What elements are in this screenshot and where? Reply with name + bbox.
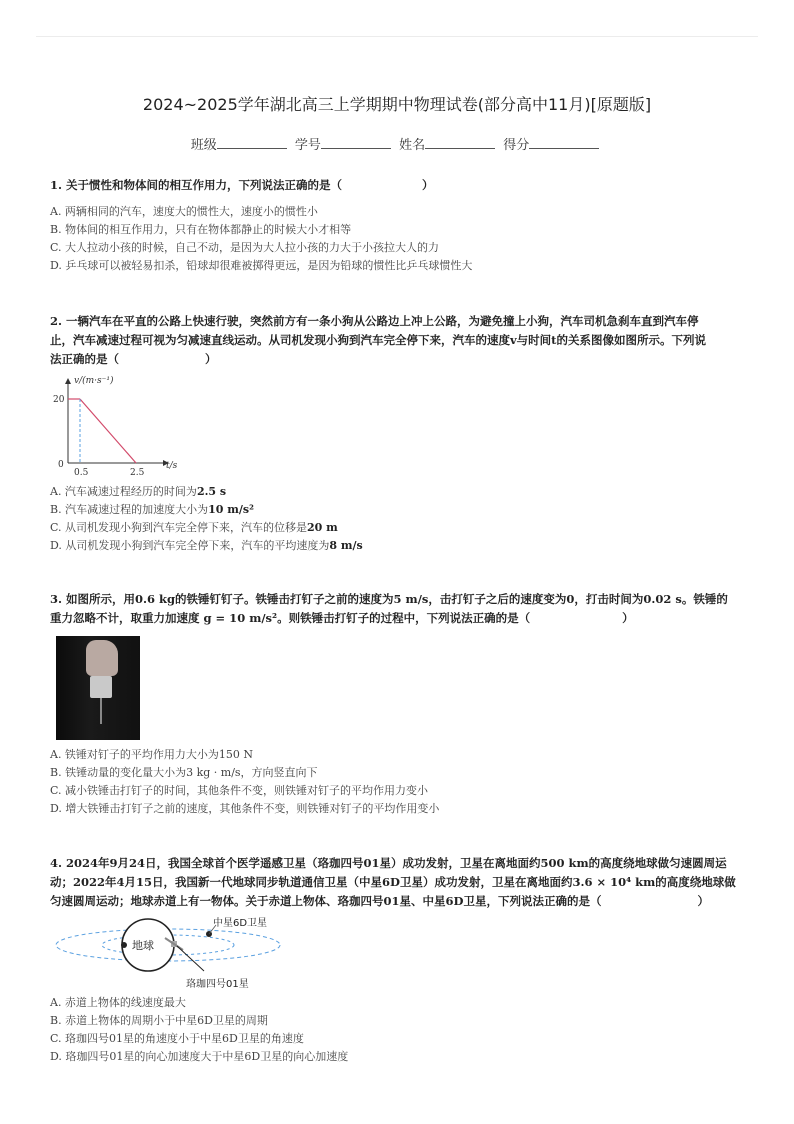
question-4 (50, 854, 742, 1066)
class-label: 班级 (190, 138, 217, 153)
question-3-stem: 3. 如图所示，用0.6 kg的铁锤钉钉子。铁锤击打钉子之前的速度为5 m/s，击打钉子之后的速度变为0，打击时间为0.02 s。铁锤的 重力忽略不计，取重力加速度 g = 10 m/s²。则铁锤击打钉子的过程中，下列说法正确的是（ ） (50, 592, 728, 625)
v-axis-label: v/(m·s⁻¹) (74, 376, 114, 386)
question-1-option-d[interactable]: D. 乒乓球可以被轻易扣杀，铅球却很难被掷得更远，是因为铅球的惯性比乒乓球惯性大 (50, 259, 473, 272)
leo-pointer (177, 946, 204, 971)
question-4-option-b[interactable]: B. 赤道上物体的周期小于中星6D卫星的周期 (50, 1014, 268, 1027)
question-1 (50, 176, 742, 275)
question-4-stem: 4. 2024年9月24日，我国全球首个医学遥感卫星（珞珈四号01星）成功发射，卫星在离地面约500 km的高度绕地球做匀速圆周运 动；2022年4月15日，我国新一代地球同步轨道通信卫星（中星6D卫星）成功发射，卫星在离地面约3.6 × 10⁴ km的高度绕地球做 匀速圆周运动；地球赤道上有一物体。关于赤道上物体、珞珈四号01星、中星6D卫星，下列说法正确的是（ ） (50, 856, 736, 908)
question-3-option-c[interactable]: C. 减小铁锤击打钉子的时间，其他条件不变，则铁锤对钉子的平均作用力变小 (50, 784, 429, 797)
student-id-label: 学号 (294, 138, 321, 153)
geo-satellite-label: 中星6D卫星 (213, 918, 268, 929)
top-divider (36, 36, 758, 37)
t-axis-label: t/s (166, 461, 178, 471)
hand-shape (86, 640, 118, 676)
student-id-blank[interactable] (321, 134, 391, 149)
question-3-option-d[interactable]: D. 增大铁锤击打钉子之前的速度，其他条件不变，则铁锤对钉子的平均作用变小 (50, 802, 440, 815)
question-4-option-d[interactable]: D. 珞珈四号01星的向心加速度大于中星6D卫星的向心加速度 (50, 1050, 349, 1063)
question-1-option-c[interactable]: C. 大人拉动小孩的时候，自己不动，是因为大人拉小孩的力大于小孩拉大人的力 (50, 241, 440, 254)
t-tick-2-5: 2.5 (130, 468, 145, 478)
question-1-option-b[interactable]: B. 物体间的相互作用力，只有在物体都静止的时候大小才相等 (50, 223, 352, 236)
leo-satellite-label: 珞珈四号01星 (186, 979, 249, 990)
deceleration-segment (80, 399, 136, 463)
question-2 (50, 312, 742, 555)
t-tick-0-5: 0.5 (74, 468, 89, 478)
equator-object-dot (121, 942, 127, 948)
page-title: 2024~2025学年湖北高三上学期期中物理试卷(部分高中11月)[原题版] (142, 95, 652, 114)
question-2-stem: 2. 一辆汽车在平直的公路上快速行驶，突然前方有一条小狗从公路边上冲上公路，为避免撞上小狗，汽车司机急刹车直到汽车停 止，汽车减速过程可视为匀减速直线运动。从司机发现小狗到汽车完全停下来，汽车的速度v与时间t的关系图像如图所示。下列说 法正确的是（ ） (50, 314, 706, 366)
question-3-option-b[interactable]: B. 铁锤动量的变化量大小为3 kg · m/s，方向竖直向下 (50, 766, 318, 779)
velocity-time-graph (50, 371, 190, 481)
question-1-option-a[interactable]: A. 两辆相同的汽车，速度大的惯性大，速度小的惯性小 (50, 205, 318, 218)
question-3-option-a[interactable]: A. 铁锤对钉子的平均作用力大小为150 N (50, 748, 254, 761)
question-4-option-c[interactable]: C. 珞珈四号01星的角速度小于中星6D卫星的角速度 (50, 1032, 304, 1045)
nail-shape (100, 698, 102, 724)
name-blank[interactable] (425, 134, 495, 149)
question-2-option-b[interactable]: B. 汽车减速过程的加速度大小为10 m/s² (50, 503, 254, 516)
question-4-option-a[interactable]: A. 赤道上物体的线速度最大 (50, 996, 186, 1009)
earth-label: 地球 (132, 939, 154, 952)
score-label: 得分 (503, 138, 530, 153)
class-blank[interactable] (217, 134, 287, 149)
question-2-option-c[interactable]: C. 从司机发现小狗到汽车完全停下来，汽车的位移是20 m (50, 521, 338, 534)
question-2-option-d[interactable]: D. 从司机发现小狗到汽车完全停下来，汽车的平均速度为8 m/s (50, 539, 363, 552)
origin-label: 0 (58, 460, 64, 470)
orbit-diagram (50, 913, 310, 979)
question-3 (50, 590, 742, 818)
score-blank[interactable] (529, 134, 599, 149)
hammer-head-shape (90, 676, 112, 698)
name-label: 姓名 (399, 138, 426, 153)
question-1-stem: 1. 关于惯性和物体间的相互作用力，下列说法正确的是（ ） (50, 178, 434, 192)
hammer-nail-photo (56, 636, 140, 740)
question-2-option-a[interactable]: A. 汽车减速过程经历的时间为2.5 s (50, 485, 227, 498)
student-info-line (0, 134, 794, 153)
v-tick-20: 20 (53, 395, 65, 405)
